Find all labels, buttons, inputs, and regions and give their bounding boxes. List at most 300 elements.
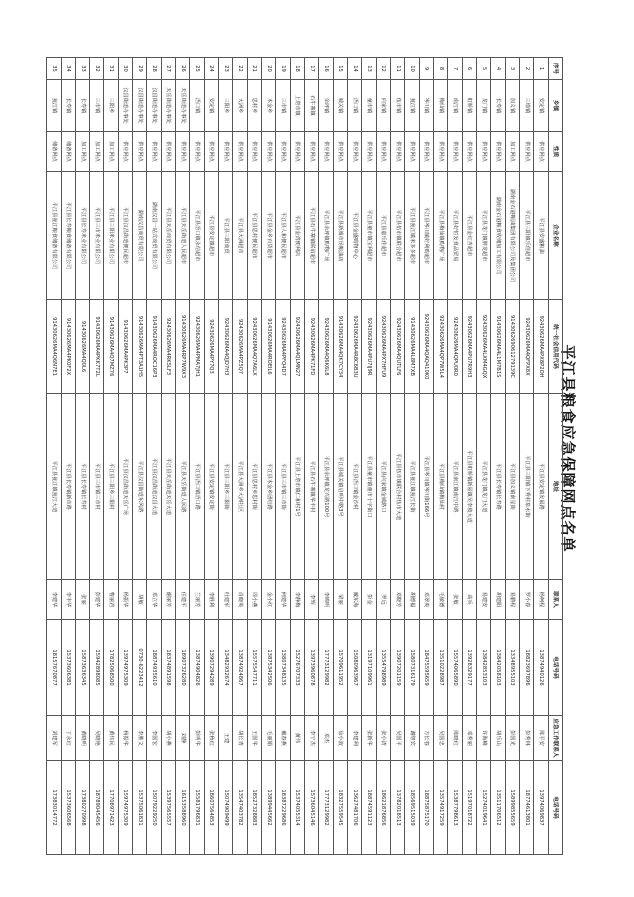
cell-emergency-contact: 毛丽娟 bbox=[262, 716, 276, 761]
cell-address: 平江县瓮江镇瓮江大道 bbox=[47, 394, 62, 580]
cell-seq: 19 bbox=[276, 58, 290, 80]
cell-credit-code: 92430626MA4PY7Q3 bbox=[204, 300, 218, 394]
cell-contact: 李锦明 bbox=[319, 580, 333, 620]
table-row bbox=[391, 58, 405, 855]
cell-emergency-phone: 13899445662 bbox=[262, 761, 276, 855]
cell-township: 三阳乡 bbox=[104, 80, 118, 132]
cell-address: 平江县伍市镇联合村伍市大道 bbox=[391, 394, 405, 580]
cell-company: 平江县天岳街道人民超市 bbox=[176, 172, 190, 300]
cell-contact: 谢丽芳 bbox=[161, 580, 175, 620]
cell-contact: 罗小春 bbox=[520, 580, 534, 620]
cell-address: 平江县三阳乡三阳村 bbox=[104, 394, 118, 580]
cell-contact: 胡敏 bbox=[133, 580, 147, 620]
cell-address: 平江县长寿镇新市路 bbox=[61, 394, 75, 580]
cell-address: 平江县安定镇发展路 bbox=[534, 394, 548, 580]
cell-phone: 18157670877 bbox=[47, 620, 62, 716]
header-township: 乡镇 bbox=[548, 80, 562, 132]
cell-address: 平江县童市镇童市十字街口 bbox=[362, 394, 376, 580]
cell-address: 平江县三市镇三市街 bbox=[276, 394, 290, 580]
cell-type: 供应网点 bbox=[204, 132, 218, 172]
table-row bbox=[276, 58, 290, 855]
cell-seq: 34 bbox=[61, 58, 75, 80]
table-row bbox=[262, 58, 276, 855]
table-row bbox=[247, 58, 261, 855]
table-header-row bbox=[548, 58, 562, 855]
cell-company: 平江县伍市镇联合超市 bbox=[391, 172, 405, 300]
cell-type: 供应网点 bbox=[176, 132, 190, 172]
cell-seq: 35 bbox=[47, 58, 62, 80]
cell-emergency-contact: 谢继宾 bbox=[405, 716, 419, 761]
cell-seq: 12 bbox=[376, 58, 390, 80]
cell-township: 龙门镇 bbox=[477, 80, 491, 132]
cell-township: 虹桥镇 bbox=[462, 80, 476, 132]
cell-contact: 高兵 bbox=[462, 580, 476, 620]
cell-company: 平江县梅仙镇购物广场 bbox=[434, 172, 448, 300]
table-row bbox=[376, 58, 390, 855]
table-row bbox=[290, 58, 304, 855]
cell-emergency-phone: 15373606568 bbox=[61, 761, 75, 855]
cell-credit-code: 91430626MA4ROC16P3 bbox=[147, 300, 161, 394]
cell-address: 平江县长寿镇长寿村 bbox=[75, 394, 89, 580]
cell-address: 平江县三市镇三市村 bbox=[90, 394, 104, 580]
cell-emergency-phone: 15074909499 bbox=[219, 761, 233, 855]
table-row bbox=[61, 58, 75, 855]
cell-address: 平江县岑川镇岑川街166号 bbox=[419, 394, 433, 580]
cell-credit-code: 91430626MA4Q6N7E1 bbox=[47, 300, 62, 394]
cell-company: 平江县浯口镇永信超市 bbox=[190, 172, 204, 300]
cell-type: 供应网点 bbox=[147, 132, 161, 172]
cell-emergency-contact: 杨振华 bbox=[118, 716, 132, 761]
cell-address: 平江县瓮江镇瓮江长街 bbox=[405, 394, 419, 580]
cell-seq: 17 bbox=[305, 58, 319, 80]
cell-township: 长寿镇 bbox=[75, 80, 89, 132]
table-row bbox=[118, 58, 132, 855]
cell-type: 加工网点 bbox=[75, 132, 89, 172]
cell-township: 浯口镇 bbox=[348, 80, 362, 132]
cell-emergency-phone: 18527328883 bbox=[247, 761, 261, 855]
cell-type: 加工网点 bbox=[90, 132, 104, 172]
cell-credit-code: 91430626MA4Q7MZ76 bbox=[104, 300, 118, 394]
cell-credit-code: 92430626MA4QLMN27 bbox=[290, 300, 304, 394]
table-row bbox=[319, 58, 333, 855]
header-type: 性质 bbox=[548, 132, 562, 172]
cell-address: 平江县虹桥镇新屋镇吴李坡大道 bbox=[462, 394, 476, 580]
cell-emergency-phone: 13511706512 bbox=[491, 761, 505, 855]
cell-seq: 8 bbox=[434, 58, 448, 80]
cell-address: 平江县大洲乡大洲社区 bbox=[233, 394, 247, 580]
cell-type: 供应网点 bbox=[434, 132, 448, 172]
cell-phone: 13974975309 bbox=[118, 620, 132, 716]
cell-contact: 张敏 bbox=[448, 580, 462, 620]
cell-contact: 杜建军 bbox=[219, 580, 233, 620]
cell-phone: 15276707333 bbox=[290, 620, 304, 716]
cell-seq: 27 bbox=[161, 58, 175, 80]
cell-type: 供应网点 bbox=[219, 132, 233, 172]
cell-contact: 任建平 bbox=[176, 580, 190, 620]
cell-phone: 18475595659 bbox=[419, 620, 433, 716]
table-row bbox=[104, 58, 118, 855]
cell-emergency-phone: 15899855659 bbox=[505, 761, 519, 855]
cell-emergency-contact: 彭秀林 bbox=[520, 716, 534, 761]
cell-seq: 31 bbox=[104, 58, 118, 80]
cell-emergency-contact: 彭国光 bbox=[505, 716, 519, 761]
cell-company: 平江县石牛寨镇联谊超市 bbox=[305, 172, 319, 300]
cell-phone: 18907326280 bbox=[176, 620, 190, 716]
cell-credit-code: 92430626MA4PMA7JH1 bbox=[190, 300, 204, 394]
cell-credit-code: 92430626MA4LXM4GQX bbox=[477, 300, 491, 394]
cell-address: 平江县汉昌街道汉昌大道 bbox=[147, 394, 161, 580]
table-row bbox=[362, 58, 376, 855]
cell-phone: 15709611952 bbox=[333, 620, 347, 716]
table-row bbox=[204, 58, 218, 855]
cell-township: 浯口镇 bbox=[190, 80, 204, 132]
cell-credit-code: 91430626MA4PK0F2X bbox=[61, 300, 75, 394]
table-row bbox=[133, 58, 147, 855]
cell-type: 供应网点 bbox=[118, 132, 132, 172]
cell-address: 平江县余坪镇龙兴路100号 bbox=[319, 394, 333, 580]
cell-contact: 何建华 bbox=[276, 580, 290, 620]
cell-type: 供应网点 bbox=[477, 132, 491, 172]
cell-type: 供应网点 bbox=[233, 132, 247, 172]
cell-address: 平江县龙门镇龙门大道 bbox=[477, 394, 491, 580]
cell-seq: 32 bbox=[90, 58, 104, 80]
cell-address: 平江县加义镇南星街 bbox=[505, 394, 519, 580]
cell-company: 平江县龙门镇胖龙超市 bbox=[477, 172, 491, 300]
table-row bbox=[233, 58, 247, 855]
cell-emergency-contact: 吴晓艳 bbox=[90, 716, 104, 761]
cell-credit-code: 91430626MA4RP7W9X3 bbox=[176, 300, 190, 394]
cell-emergency-phone: 18607564853 bbox=[204, 761, 218, 855]
cell-emergency-contact: 戴春燕 bbox=[276, 716, 290, 761]
cell-emergency-contact: 张新华 bbox=[362, 716, 376, 761]
cell-emergency-phone: 18327559545 bbox=[333, 761, 347, 855]
cell-credit-code: 92430626MA4PX8P2OH bbox=[534, 300, 548, 394]
table-row bbox=[90, 58, 104, 855]
cell-contact: 曹丽君 bbox=[104, 580, 118, 620]
cell-emergency-contact: 张秋红 bbox=[204, 716, 218, 761]
cell-township: 伍市镇 bbox=[391, 80, 405, 132]
cell-contact: 李静梅 bbox=[290, 580, 304, 620]
table-row bbox=[534, 58, 548, 855]
cell-township: 梅仙镇 bbox=[434, 80, 448, 132]
table-row bbox=[47, 58, 62, 855]
header-seq: 序号 bbox=[548, 58, 562, 80]
cell-address: 平江县汉昌街道天岳广场 bbox=[118, 394, 132, 580]
cell-township: 瓮江镇 bbox=[47, 80, 62, 132]
cell-type: 加工网点 bbox=[104, 132, 118, 172]
cell-credit-code: 92430626MA4PK71FD bbox=[305, 300, 319, 394]
cell-emergency-phone: 18621876856 bbox=[376, 761, 390, 855]
cell-credit-code: 914306269061279139C bbox=[505, 300, 519, 394]
cell-type: 供应网点 bbox=[276, 132, 290, 172]
cell-type: 供应网点 bbox=[362, 132, 376, 172]
cell-type: 储备网点 bbox=[61, 132, 75, 172]
cell-contact: 李胜利 bbox=[204, 580, 218, 620]
cell-company: 湖南汉昌商贸有限公司 bbox=[133, 172, 147, 300]
cell-emergency-contact: 胡小燕 bbox=[161, 716, 175, 761]
cell-company: 平江县三阳米业有限公司 bbox=[104, 172, 118, 300]
cell-contact: 胡德福 bbox=[405, 580, 419, 620]
cell-seq: 28 bbox=[147, 58, 161, 80]
header-emergency-phone: 电话号码 bbox=[548, 761, 562, 855]
cell-phone: 18374891598 bbox=[161, 620, 175, 716]
cell-seq: 15 bbox=[333, 58, 347, 80]
cell-credit-code: 92430626MA4QJD7H3 bbox=[219, 300, 233, 394]
cell-phone: 15080963967 bbox=[348, 620, 362, 716]
cell-emergency-contact: 吴国忠 bbox=[434, 716, 448, 761]
cell-contact: 李辉 bbox=[305, 580, 319, 620]
cell-phone: 17773129982 bbox=[319, 620, 333, 716]
cell-contact: 邓晓芳 bbox=[391, 580, 405, 620]
cell-credit-code: 92430626MA4Q7A6LX bbox=[247, 300, 261, 394]
table-row bbox=[491, 58, 505, 855]
cell-company: 平江县汉昌街道便民超市 bbox=[118, 172, 132, 300]
cell-township: 长寿镇 bbox=[61, 80, 75, 132]
cell-emergency-phone: 18387229686 bbox=[276, 761, 290, 855]
cell-seq: 26 bbox=[176, 58, 190, 80]
cell-phone: 0730-6223412 bbox=[133, 620, 147, 716]
cell-seq: 25 bbox=[190, 58, 204, 80]
cell-emergency-contact: 胡长青 bbox=[233, 716, 247, 761]
cell-type: 供应网点 bbox=[290, 132, 304, 172]
cell-company: 平江县长寿粮食储备有限公司 bbox=[61, 172, 75, 300]
cell-address: 平江县长寿镇长寿路 bbox=[491, 394, 505, 580]
cell-contact: 兰丽芳 bbox=[190, 580, 204, 620]
cell-credit-code: 92430626MA4QPU0R0 bbox=[448, 300, 462, 394]
cell-phone: 15373606381 bbox=[61, 620, 75, 716]
cell-township: 三市镇 bbox=[276, 80, 290, 132]
cell-contact: 李丰华 bbox=[61, 580, 75, 620]
cell-seq: 3 bbox=[505, 58, 519, 80]
cell-emergency-phone: 18569515039 bbox=[405, 761, 419, 855]
cell-phone: 13907294289 bbox=[204, 620, 218, 716]
cell-emergency-phone: 17380270998 bbox=[75, 761, 89, 855]
cell-phone: 13874904826 bbox=[190, 620, 204, 716]
cell-address: 平江县安定镇安定街 bbox=[204, 394, 218, 580]
cell-emergency-phone: 18874591123 bbox=[362, 761, 376, 855]
cell-township: 大洲乡 bbox=[233, 80, 247, 132]
table-row bbox=[147, 58, 161, 855]
cell-emergency-contact: 王建 bbox=[219, 716, 233, 761]
table-row bbox=[305, 58, 319, 855]
cell-seq: 4 bbox=[491, 58, 505, 80]
cell-emergency-contact: 李宁杰 bbox=[305, 716, 319, 761]
cell-township: 加义镇 bbox=[505, 80, 519, 132]
cell-address: 平江县城关镇启明中路3号 bbox=[333, 394, 347, 580]
cell-credit-code: 91430626MA4ROEIL6 bbox=[262, 300, 276, 394]
cell-township: 三阳乡 bbox=[219, 80, 233, 132]
cell-credit-code: 92430626MA4QP7W5L4 bbox=[434, 300, 448, 394]
cell-township: 余坪镇 bbox=[319, 80, 333, 132]
cell-township: 汉昌街道办事处 bbox=[147, 80, 161, 132]
cell-emergency-contact: 陈平安 bbox=[534, 716, 548, 761]
cell-credit-code: 92430626MA4PFQ4D7 bbox=[276, 300, 290, 394]
cell-contact: 杨柯程 bbox=[534, 580, 548, 620]
page-title: 平江县粮食应急保障网点名单 bbox=[559, 344, 577, 553]
cell-address: 平江县浯口镇金沙村 bbox=[348, 394, 362, 580]
cell-company: 平江县安盛粮油 bbox=[534, 172, 548, 300]
cell-phone: 15574065890 bbox=[448, 620, 462, 716]
cell-emergency-contact: 刘建军 bbox=[47, 716, 62, 761]
cell-credit-code: 92430626MA4Q6K6L8 bbox=[319, 300, 333, 394]
cell-company: 平江县天岳商贸有限公司 bbox=[161, 172, 175, 300]
cell-type: 供应网点 bbox=[247, 132, 261, 172]
cell-type: 供应网点 bbox=[534, 132, 548, 172]
cell-company: 平江县嘉乐佳超市 bbox=[376, 172, 390, 300]
cell-seq: 13 bbox=[362, 58, 376, 80]
cell-credit-code: 92430626MA4QAQ410K0 bbox=[419, 300, 433, 394]
cell-contact: 戴东海 bbox=[348, 580, 362, 620]
cell-type: 供应网点 bbox=[262, 132, 276, 172]
cell-phone: 13197109961 bbox=[362, 620, 376, 716]
table-row bbox=[348, 58, 362, 855]
cell-type: 供应网点 bbox=[305, 132, 319, 172]
table-row bbox=[419, 58, 433, 855]
cell-address: 平江县汉昌街道东风路 bbox=[133, 394, 147, 580]
table-row bbox=[190, 58, 204, 855]
cell-township: 三市镇 bbox=[90, 80, 104, 132]
cell-township: 汉昌街道办事处 bbox=[133, 80, 147, 132]
cell-phone: 15942898085 bbox=[90, 620, 104, 716]
cell-type: 供应网点 bbox=[190, 132, 204, 172]
cell-address: 平江县天岳街道人民路 bbox=[176, 394, 190, 580]
cell-emergency-contact: 黄晓明 bbox=[75, 716, 89, 761]
cell-emergency-contact: 彭明华 bbox=[190, 716, 204, 761]
cell-credit-code: 92430626MA4PU7IJ9R bbox=[362, 300, 376, 394]
cell-contact: 张丽 bbox=[75, 580, 89, 620]
cell-type: 供应网点 bbox=[405, 132, 419, 172]
header-emergency-contact: 应急工作联系人 bbox=[548, 716, 562, 761]
cell-emergency-contact: 许海峰 bbox=[477, 716, 491, 761]
table-row bbox=[477, 58, 491, 855]
cell-seq: 1 bbox=[534, 58, 548, 80]
cell-address: 平江县南江镇南江中路 bbox=[448, 394, 462, 580]
header-address: 地址 bbox=[548, 394, 562, 580]
cell-emergency-phone: 13547403782 bbox=[233, 761, 247, 855]
cell-phone: 13874940126 bbox=[534, 620, 548, 716]
cell-address: 平江县天岳街道天岳大道 bbox=[161, 394, 175, 580]
cell-credit-code: 91430626MA4PT3A1H5 bbox=[133, 300, 147, 394]
cell-type: 供应网点 bbox=[520, 132, 534, 172]
cell-type: 供应网点 bbox=[133, 132, 147, 172]
cell-phone: 13875342506 bbox=[262, 620, 276, 716]
cell-company: 平江县金盛购物中心 bbox=[348, 172, 362, 300]
cell-address: 平江县三阳镇下秀村泉水街 bbox=[520, 394, 534, 580]
header-credit-code: 统一社会信用代码 bbox=[548, 300, 562, 394]
cell-seq: 33 bbox=[75, 58, 89, 80]
cell-seq: 7 bbox=[448, 58, 462, 80]
cell-township: 岑川镇 bbox=[419, 80, 433, 132]
cell-phone: 13874924867 bbox=[233, 620, 247, 716]
cell-seq: 10 bbox=[405, 58, 419, 80]
cell-credit-code: 92430626MA4QFPX8X bbox=[520, 300, 534, 394]
cell-emergency-contact: 丁永红 bbox=[61, 716, 75, 761]
cell-township: 长寿镇 bbox=[491, 80, 505, 132]
cell-phone: 15873636345 bbox=[75, 620, 89, 716]
cell-emergency-contact: 王国华 bbox=[247, 716, 261, 761]
cell-seq: 2 bbox=[520, 58, 534, 80]
cell-emergency-contact: 黄伟 bbox=[290, 716, 304, 761]
cell-township: 向家镇 bbox=[376, 80, 390, 132]
cell-type: 供应网点 bbox=[376, 132, 390, 172]
cell-contact: 易鹏程 bbox=[505, 580, 519, 620]
cell-township: 南江镇 bbox=[448, 80, 462, 132]
cell-emergency-phone: 15397565557 bbox=[161, 761, 175, 855]
cell-company: 湖南金石港粮食收储加工有限公司 bbox=[491, 172, 505, 300]
cell-contact: 金小红 bbox=[262, 580, 276, 620]
cell-contact: 梁丽 bbox=[333, 580, 347, 620]
cell-emergency-phone: 15197018722 bbox=[462, 761, 476, 855]
cell-credit-code: 92430626MA4R8C6B3U bbox=[348, 300, 362, 394]
cell-emergency-contact: 徐小波 bbox=[333, 716, 347, 761]
cell-township: 城关镇 bbox=[333, 80, 347, 132]
cell-township: 木金乡 bbox=[262, 80, 276, 132]
table-row bbox=[161, 58, 175, 855]
cell-emergency-contact: 李国宏 bbox=[147, 716, 161, 761]
cell-company: 湖南金石港粮油集团有限公司及集团公司 bbox=[505, 172, 519, 300]
cell-emergency-phone: 16153588960 bbox=[176, 761, 190, 855]
cell-emergency-contact: 李胜文 bbox=[133, 716, 147, 761]
table-row bbox=[75, 58, 89, 855]
cell-emergency-phone: 18875875170 bbox=[419, 761, 433, 855]
cell-address: 平江县三阳乡三阳街 bbox=[219, 394, 233, 580]
cell-emergency-phone: 13627481706 bbox=[348, 761, 362, 855]
table-row bbox=[462, 58, 476, 855]
cell-type: 供应网点 bbox=[161, 132, 175, 172]
cell-company: 平江县金红杏超市 bbox=[462, 172, 476, 300]
cell-seq: 6 bbox=[462, 58, 476, 80]
cell-contact: 罗远 bbox=[376, 580, 390, 620]
cell-company: 平江县长寿米业有限公司 bbox=[75, 172, 89, 300]
cell-emergency-phone: 18789045456 bbox=[90, 761, 104, 855]
cell-township: 瓮江镇 bbox=[405, 80, 419, 132]
cell-contact: 周小燕 bbox=[247, 580, 261, 620]
cell-company: 平江县岑川镇好利购超市 bbox=[419, 172, 433, 300]
cell-township: 汉昌街道办事处 bbox=[118, 80, 132, 132]
cell-company: 平江县童市镇宝利超市 bbox=[362, 172, 376, 300]
cell-credit-code: 92430626MA4RK5LF3 bbox=[161, 300, 175, 394]
cell-township: 安定镇 bbox=[534, 80, 548, 132]
cell-seq: 18 bbox=[290, 58, 304, 80]
cell-seq: 23 bbox=[219, 58, 233, 80]
cell-address: 平江县石牛寨镇华丰村 bbox=[305, 394, 319, 580]
cell-contact: 杨振华 bbox=[118, 580, 132, 620]
cell-address: 平江县向家镇金城路口 bbox=[376, 394, 390, 580]
cell-emergency-contact: 胡乐山 bbox=[491, 716, 505, 761]
cell-township: 上塔市镇 bbox=[290, 80, 304, 132]
table-row bbox=[505, 58, 519, 855]
cell-credit-code: 92430626MA4QUTLF6 bbox=[391, 300, 405, 394]
cell-contact: 李建华 bbox=[47, 580, 62, 620]
cell-company: 平江县好恒发食品贸易 bbox=[448, 172, 462, 300]
cell-type: 供应网点 bbox=[491, 132, 505, 172]
cell-phone: 13928329177 bbox=[462, 620, 476, 716]
cell-phone: 17825068500 bbox=[104, 620, 118, 716]
cell-credit-code: 91430626MA4L1M7B1S bbox=[491, 300, 505, 394]
cell-seq: 14 bbox=[348, 58, 362, 80]
cell-emergency-phone: 15374055314 bbox=[290, 761, 304, 855]
table-row bbox=[333, 58, 347, 855]
cell-contact: 彭金 bbox=[362, 580, 376, 620]
cell-contact: 邓立华 bbox=[147, 580, 161, 620]
cell-address: 平江县梅仙镇梅仙村 bbox=[434, 394, 448, 580]
cell-phone: 13973960878 bbox=[305, 620, 319, 716]
cell-address: 平江县上塔市镇仁和村1号 bbox=[290, 394, 304, 580]
cell-township: 安定镇 bbox=[204, 80, 218, 132]
cell-contact: 易建安 bbox=[477, 580, 491, 620]
cell-credit-code: 91430626MA4QK7CY34 bbox=[333, 300, 347, 394]
cell-emergency-phone: 15274019641 bbox=[477, 761, 491, 855]
